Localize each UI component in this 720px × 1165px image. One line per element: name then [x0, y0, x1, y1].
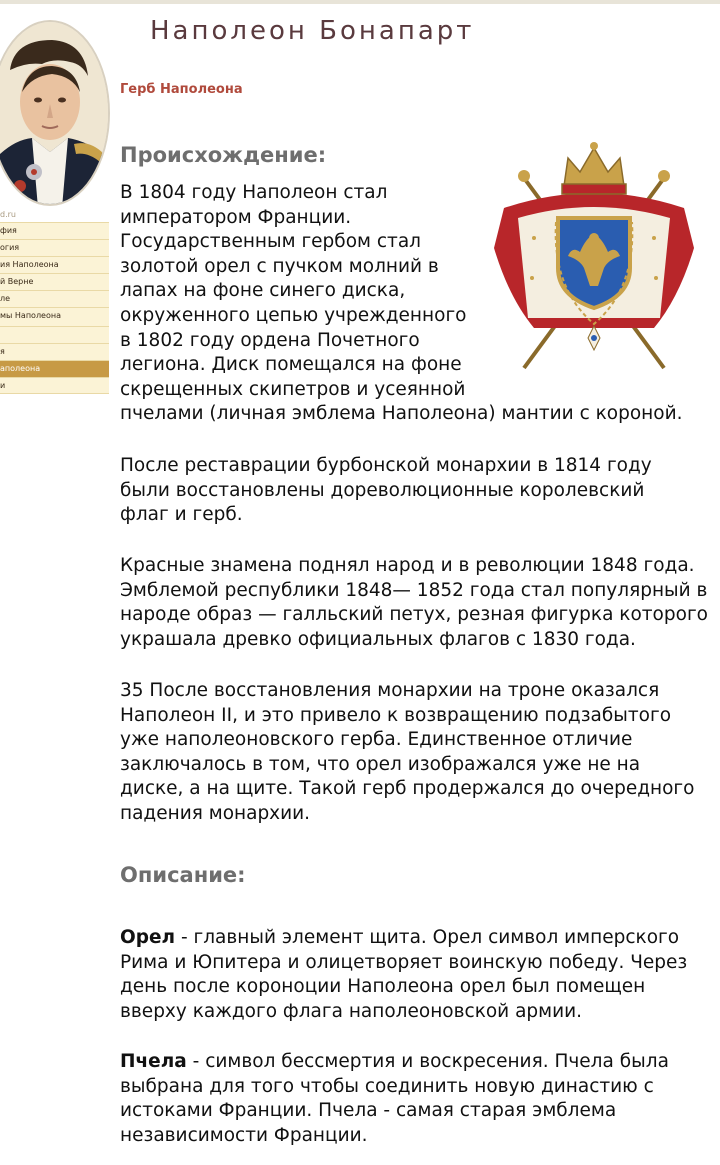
text-line: легиона. Диск помещался на фоне: [120, 354, 462, 376]
text-line: Эмблемой республики 1848— 1852 года стал популярный в: [120, 579, 708, 601]
text-line: народе образ — галльский петух, резная фигурка которого: [120, 604, 708, 626]
sidebar-item-7[interactable]: я: [0, 343, 109, 360]
text-line: день после короноции Наполеона орел был помещен: [120, 976, 646, 998]
text-line: 35 После восстановления монархии на троне оказался: [120, 680, 660, 701]
text-line: Наполеон II, и это привело к возвращению подзабытого: [120, 704, 672, 726]
text-line: После реставрации бурбонской монархии в 1814 году: [120, 455, 652, 476]
text-line: заключалось в том, что орел изображался уже не на: [120, 753, 641, 775]
text-line: лапах на фоне синего диска,: [120, 280, 406, 302]
text-line: падения монархии.: [120, 802, 311, 824]
text-line: флаг и герб.: [120, 504, 243, 526]
sidebar-item-biography[interactable]: фия: [0, 222, 109, 239]
sidebar-item-coat-of-arms[interactable]: аполеона: [0, 360, 109, 377]
text-line: пчелами (личная эмблема Наполеона) мантии с короной.: [120, 403, 683, 425]
bee-paragraph: [120, 1050, 710, 1148]
sidebar-item-napoleon-themes[interactable]: мы Наполеона: [0, 307, 109, 326]
text-line: были восстановлены дореволюционные королевский: [120, 479, 645, 501]
text-line: украшала древко официальных флагов с 1830 года.: [120, 628, 636, 650]
sidebar-item-napoleon-family[interactable]: ия Наполеона: [0, 256, 109, 273]
text-line: окруженного цепью учрежденного: [120, 304, 467, 326]
text-line: уже наполеоновского герба. Единственное отличие: [120, 729, 633, 751]
text-line: в 1802 году ордена Почетного: [120, 329, 420, 351]
origin-paragraph-1: [120, 181, 710, 427]
text-line: [120, 1050, 710, 1075]
breadcrumb: Герб Наполеона: [120, 82, 243, 97]
text-line: вверху каждого флага наполеоновской армии.: [120, 1000, 583, 1022]
eagle-text: - главный элемент щита. Орел символ имперского: [175, 927, 680, 948]
sidebar-item-9[interactable]: и: [0, 377, 109, 394]
text-line: независимости Франции.: [120, 1124, 368, 1146]
sidebar-item-4[interactable]: ле: [0, 290, 109, 307]
text-line: [120, 926, 710, 951]
text-line: Государственным гербом стал: [120, 231, 421, 253]
top-rule: [0, 0, 720, 4]
text-line: В 1804 году Наполеон стал: [120, 182, 388, 203]
description-heading: Описание:: [120, 863, 246, 887]
site-title: Наполеон Бонапарт: [150, 16, 475, 46]
bee-text: - символ бессмертия и воскресения. Пчела была: [186, 1051, 669, 1072]
origin-paragraph-2: [120, 454, 710, 528]
text-line: выбрана для того чтобы соединить новую династию с: [120, 1075, 654, 1097]
text-line: золотой орел с пучком молний в: [120, 255, 439, 277]
site-url: d.ru: [0, 210, 16, 219]
text-line: Красные знамена поднял народ и в революции 1848 года.: [120, 555, 695, 576]
sidebar-item-chronology[interactable]: огия: [0, 239, 109, 256]
bee-term: Пчела: [120, 1051, 187, 1072]
text-line: императором Франции.: [120, 206, 352, 228]
eagle-paragraph: [120, 926, 710, 1024]
text-line: диске, а на щите. Такой герб продержался до очередного: [120, 778, 695, 800]
text-line: Рима и Юпитера и олицетворяет воинскую победу. Через: [120, 951, 688, 973]
origin-paragraph-4: [120, 679, 710, 827]
sidebar-nav: [0, 222, 109, 394]
text-line: скрещенных скипетров и усеянной: [120, 378, 466, 400]
text-line: истоками Франции. Пчела - самая старая эмблема: [120, 1100, 617, 1122]
origin-heading: Происхождение:: [120, 143, 327, 167]
napoleon-portrait: [0, 20, 110, 206]
sidebar-item-6[interactable]: [0, 326, 109, 343]
eagle-term: Орел: [120, 927, 176, 948]
sidebar-item-vernet[interactable]: й Верне: [0, 273, 109, 290]
origin-paragraph-3: [120, 554, 710, 652]
